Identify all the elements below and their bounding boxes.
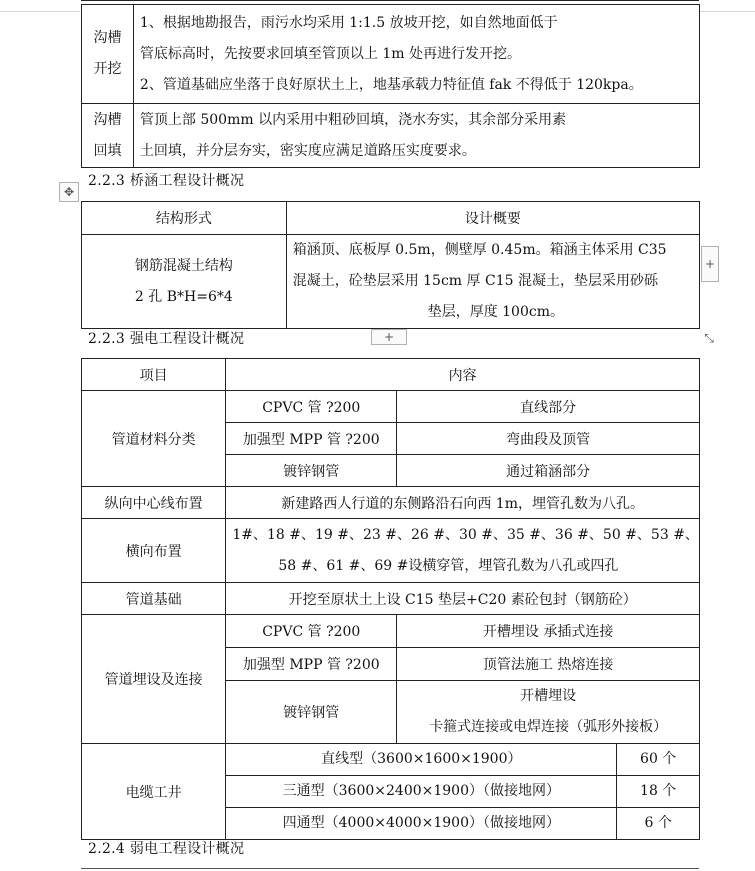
page-top-rule <box>81 0 699 1</box>
header-structure-form: 结构形式 <box>82 202 287 235</box>
transverse-layout-content: 1#、18 #、19 #、23 #、26 #、30 #、35 #、36 #、50 #、53 #、 58 #、61 #、69 #设横穿管，埋管孔数为八孔或四孔 <box>226 519 700 583</box>
pipe-type-cell: CPVC 管 ?200 <box>226 391 397 423</box>
pipe-type-cell: 加强型 MPP 管 ?200 <box>226 648 397 681</box>
table-row <box>82 391 700 423</box>
pipe-use-cell: 通过箱涵部分 <box>397 455 700 487</box>
cable-well-row <box>226 808 700 840</box>
trench-backfill-content: 管顶上部 500mm 以内采用中粗砂回填，浇水夯实，其余部分采用素 土回填，并分层夯实，密实度应满足道路压实度要求。 <box>133 104 699 168</box>
burial-method-cell: 开槽埋设 承插式连接 <box>397 615 700 648</box>
pipe-type-cell: 加强型 MPP 管 ?200 <box>226 423 397 455</box>
well-count-cell: 18 个 <box>616 776 699 807</box>
well-count-cell: 60 个 <box>616 744 699 775</box>
transverse-layout-label: 横向布置 <box>82 519 226 583</box>
well-type-cell: 三通型（3600×2400×1900）（做接地网） <box>282 783 560 799</box>
pipe-type-cell: CPVC 管 ?200 <box>226 615 397 648</box>
table-resize-handle-icon[interactable]: ⤡ <box>704 331 714 345</box>
table-row <box>82 359 700 391</box>
burial-method-cell: 顶管法施工 热熔连接 <box>397 648 700 681</box>
table-row <box>82 519 700 583</box>
page-margin-guide <box>0 11 80 12</box>
next-table-top-rule <box>81 868 699 869</box>
pipe-use-cell: 直线部分 <box>397 391 700 423</box>
header-content: 内容 <box>226 359 700 391</box>
bridge-table <box>81 201 700 329</box>
table-row <box>82 744 700 776</box>
power-table <box>81 358 700 840</box>
table-move-handle-icon[interactable]: ✥ <box>59 182 79 202</box>
page-margin-guide <box>700 11 755 12</box>
section-heading-bridge: 2.2.3 桥涵工程设计概况 <box>88 173 245 189</box>
trench-excavation-label: 沟槽 开挖 <box>82 5 134 104</box>
header-item: 项目 <box>82 359 226 391</box>
table-row <box>82 615 700 648</box>
pipe-foundation-content: 开挖至原状土上设 C15 垫层+C20 素砼包封（钢筋砼） <box>226 583 700 615</box>
structure-form-cell: 钢筋混凝土结构 2 孔 B*H=6*4 <box>82 235 287 329</box>
pipe-burial-label: 管道埋设及连接 <box>82 615 226 744</box>
add-row-button[interactable]: + <box>371 329 407 345</box>
cable-well-row <box>226 776 700 808</box>
table-row <box>82 583 700 615</box>
cable-well-row <box>226 744 700 776</box>
cable-well-label: 电缆工井 <box>82 744 226 840</box>
pipe-type-cell: 镀锌钢管 <box>226 681 397 744</box>
design-summary-cell: 箱涵顶、底板厚 0.5m，侧壁厚 0.45m。箱涵主体采用 C35 混凝土，砼垫层采用 15cm 厚 C15 混凝土，垫层采用砂砾 垫层，厚度 100cm。 <box>286 235 699 329</box>
well-type-cell: 四通型（4000×4000×1900）（做接地网） <box>282 815 560 831</box>
section-heading-power: 2.2.3 强电工程设计概况 <box>88 331 245 347</box>
trench-table <box>81 4 700 168</box>
pipe-use-cell: 弯曲段及顶管 <box>397 423 700 455</box>
section-heading-weak-current: 2.2.4 弱电工程设计概况 <box>88 841 245 857</box>
longitudinal-layout-content: 新建路西人行道的东侧路沿石向西 1m，埋管孔数为八孔。 <box>226 487 700 519</box>
pipe-type-cell: 镀锌钢管 <box>226 455 397 487</box>
well-count-cell: 6 个 <box>616 808 699 839</box>
trench-excavation-content: 1、根据地勘报告，雨污水均采用 1:1.5 放坡开挖，如自然地面低于 管底标高时，先按要求回填至管顶以上 1m 处再进行发开挖。 2、管道基础应坐落于良好原状土上，地基承载力特征值 fak 不得低于 120kpa。 <box>133 5 699 104</box>
table-row <box>82 202 700 235</box>
table-row <box>82 5 700 104</box>
longitudinal-layout-label: 纵向中心线布置 <box>82 487 226 519</box>
well-type-cell: 直线型（3600×1600×1900） <box>321 751 522 767</box>
burial-method-cell: 开槽埋设 卡箍式连接或电焊连接（弧形外接板） <box>397 681 700 744</box>
pipe-material-label: 管道材料分类 <box>82 391 226 487</box>
header-design-summary: 设计概要 <box>286 202 699 235</box>
table-row <box>82 235 700 329</box>
table-row <box>82 487 700 519</box>
pipe-foundation-label: 管道基础 <box>82 583 226 615</box>
table-row <box>82 104 700 168</box>
add-column-button[interactable]: + <box>701 246 719 282</box>
trench-backfill-label: 沟槽 回填 <box>82 104 134 168</box>
